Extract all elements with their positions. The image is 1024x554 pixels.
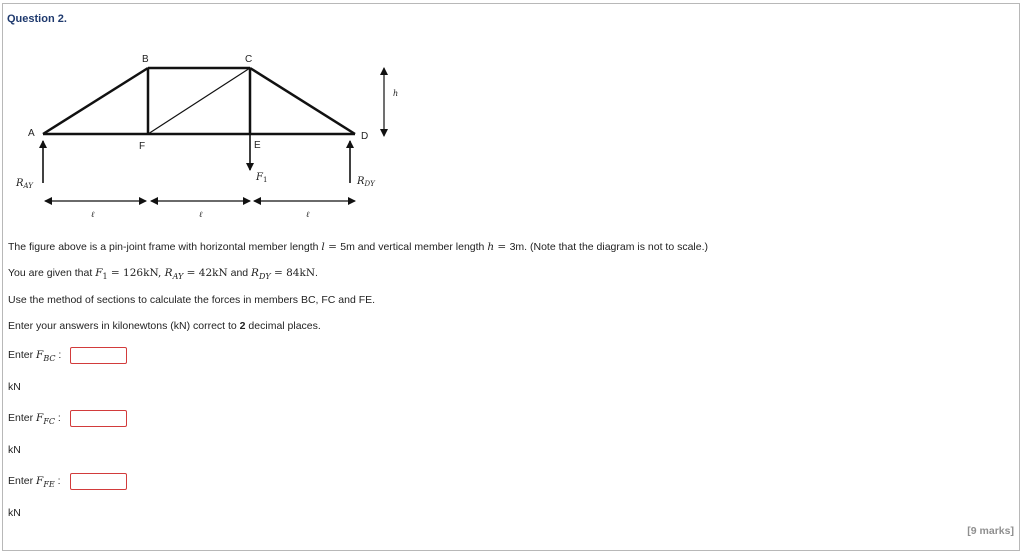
answer-label-ffe: Enter $F_{FE}$ : bbox=[8, 475, 61, 490]
answer-input-ffe[interactable] bbox=[70, 473, 127, 490]
length-3-label: ℓ bbox=[306, 210, 310, 219]
question-title: Question 2. bbox=[7, 13, 67, 25]
marks-label: [9 marks] bbox=[967, 525, 1014, 537]
paragraph-frame-description: The figure above is a pin-joint frame with horizontal member length l = 5m and vertical member length h = 3m. (Note that the diagram is not to scale.) bbox=[8, 241, 709, 253]
unit-label-fbc: kN bbox=[8, 381, 21, 393]
answer-label-fbc: Enter $F_{BC}$ : bbox=[8, 349, 62, 364]
node-d-label: D bbox=[361, 131, 369, 142]
node-e-label: E bbox=[254, 140, 261, 151]
node-f-label: F bbox=[139, 141, 146, 152]
unit-label-ffe: kN bbox=[8, 507, 21, 519]
answer-input-ffc[interactable] bbox=[70, 410, 127, 427]
node-a-label: A bbox=[28, 128, 35, 139]
height-dimension-label: h bbox=[393, 89, 399, 98]
answer-label-ffc: Enter $F_{FC}$ : bbox=[8, 412, 61, 427]
answer-input-fbc[interactable] bbox=[70, 347, 127, 364]
member-cd bbox=[250, 68, 355, 134]
paragraph-method: Use the method of sections to calculate the forces in members BC, FC and FE. bbox=[8, 294, 376, 306]
node-b-label: B bbox=[142, 54, 149, 65]
node-c-label: C bbox=[245, 54, 253, 65]
unit-label-ffc: kN bbox=[8, 444, 21, 456]
member-fc bbox=[148, 68, 250, 134]
length-2-label: ℓ bbox=[199, 210, 203, 219]
paragraph-given-values: You are given that $F_1 = 126kN$, $R_{AY} = 42kN$ and $R_{DY} = 84kN$. bbox=[8, 267, 318, 282]
label-ray: RAY bbox=[16, 178, 33, 190]
label-f1: F1 bbox=[256, 172, 268, 184]
length-1-label: ℓ bbox=[91, 210, 95, 219]
paragraph-instructions: Enter your answers in kilonewtons (kN) correct to 2 decimal places. bbox=[8, 320, 321, 332]
label-rdy: RDY bbox=[357, 176, 375, 188]
member-ab bbox=[43, 68, 148, 134]
